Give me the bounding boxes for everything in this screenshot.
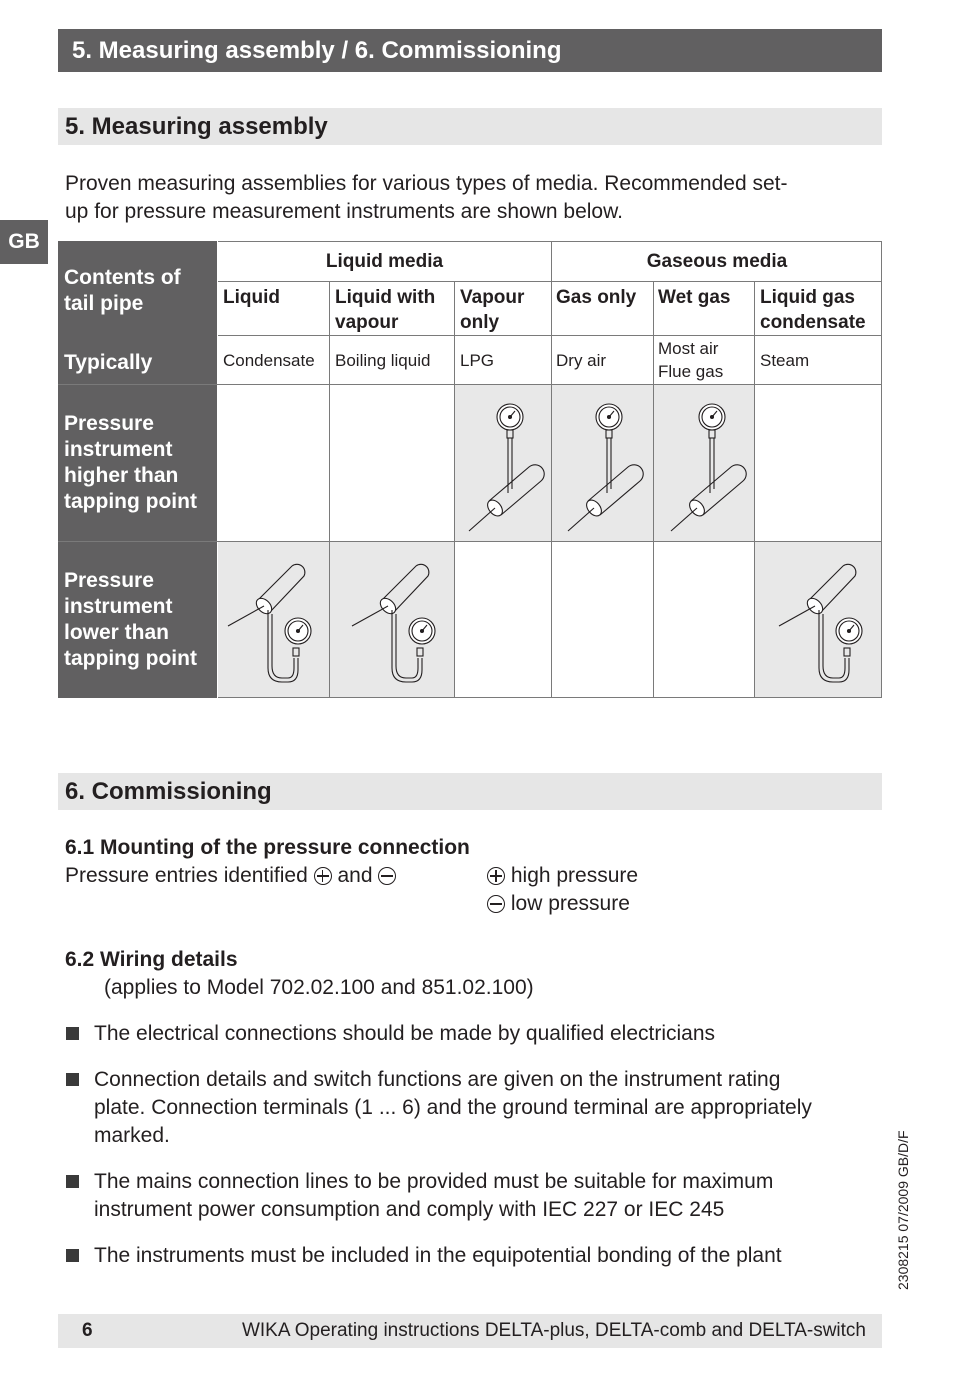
gauge-below-pipe-icon [755, 542, 882, 698]
row-higher-line-4: tapping point [64, 490, 197, 513]
typical-condensate: Steam [760, 351, 810, 370]
row-lower-line-2: instrument [64, 595, 173, 618]
gauge-below-pipe-icon [218, 542, 329, 698]
col-header-liquid-with-vapour [335, 285, 435, 335]
pressure-entries-label: Pressure entries identified [65, 864, 308, 887]
pressure-entries-text [65, 862, 396, 890]
col-header-wet-gas [658, 285, 731, 310]
circle-plus-icon [487, 867, 505, 885]
subsection-6-2-title: 6.2 Wiring details [65, 948, 238, 971]
row-typically-label: Typically [64, 351, 153, 374]
col-wet-gas-line-1: Wet gas [658, 287, 731, 308]
row-header-contents [58, 241, 217, 384]
bullet-item-1 [94, 1020, 715, 1048]
bullet-3-line-1: The mains connection lines to be provided must be suitable for maximum [94, 1170, 774, 1193]
circle-minus-icon [487, 895, 505, 913]
circle-minus-icon [378, 867, 396, 885]
wiring-note: (applies to Model 702.02.100 and 851.02.100) [104, 976, 534, 999]
legend-low-label: low pressure [510, 892, 630, 915]
col-condensate-line-1: Liquid gas [760, 287, 855, 308]
circle-plus-icon [314, 867, 332, 885]
col-gas-only-line-1: Gas only [556, 287, 637, 308]
and-label: and [337, 864, 373, 887]
col-header-gas-only [556, 285, 636, 310]
col-vapour-line-2: only [460, 312, 500, 333]
col-liquid-vapour-line-2: vapour [335, 312, 399, 333]
gauge-above-pipe-icon [455, 385, 551, 541]
measuring-assembly-table [58, 241, 882, 698]
legend-low [487, 890, 638, 918]
bullet-1-line-1: The electrical connections should be made by qualified electricians [94, 1022, 716, 1045]
subsection-6-1-title: 6.1 Mounting of the pressure connection [65, 836, 470, 859]
bullet-square-icon [66, 1073, 79, 1086]
document-code: 2308215 07/2009 GB/D/F [895, 1130, 911, 1290]
col-header-liquid-gas-condensate [760, 285, 866, 335]
row-header-lower [58, 542, 217, 698]
footer-title: WIKA Operating instructions DELTA-plus, DELTA-comb and DELTA-switch [241, 1320, 866, 1341]
bullet-square-icon [66, 1249, 79, 1262]
table-rule [218, 241, 882, 242]
row-contents-line-2: tail pipe [64, 292, 144, 315]
group-gaseous-media: Gaseous media [646, 251, 788, 272]
table-rule [218, 281, 882, 282]
col-liquid-vapour-line-1: Liquid with [335, 287, 436, 308]
legend-high-label: high pressure [510, 864, 639, 887]
row-higher-line-1: Pressure [64, 412, 154, 435]
row-header-higher [58, 385, 217, 541]
col-vapour-line-1: Vapour [460, 287, 525, 308]
row-contents-line-1: Contents of [64, 266, 181, 289]
row-lower-line-3: lower than [64, 621, 170, 644]
bullet-3-line-2: instrument power consumption and comply with IEC 227 or IEC 245 [94, 1198, 725, 1221]
row-lower-line-4: tapping point [64, 647, 197, 670]
typical-vapour: LPG [460, 351, 495, 370]
typical-wet-gas-line-2: Flue gas [658, 362, 724, 381]
section-5-title: 5. Measuring assembly [58, 108, 882, 145]
col-header-liquid [223, 285, 280, 310]
legend-high [487, 862, 638, 890]
bullet-square-icon [66, 1175, 79, 1188]
page-number: 6 [82, 1320, 93, 1341]
typical-liquid-vapour: Boiling liquid [335, 351, 431, 370]
gauge-above-pipe-icon [552, 385, 653, 541]
intro-line-2: up for pressure measurement instruments are shown below. [65, 200, 623, 223]
language-tab: GB [0, 220, 48, 264]
page-footer [58, 1314, 882, 1348]
bullet-2-line-3: marked. [94, 1124, 170, 1147]
col-condensate-line-2: condensate [760, 312, 866, 333]
typical-liquid: Condensate [223, 351, 315, 370]
col-header-vapour-only [460, 285, 524, 335]
section-5-intro [65, 170, 788, 226]
row-lower-line-1: Pressure [64, 569, 154, 592]
gauge-above-pipe-icon [654, 385, 754, 541]
pressure-legend [487, 862, 638, 918]
typical-wet-gas-line-1: Most air [658, 339, 719, 358]
bullet-item-3 [94, 1168, 773, 1224]
row-higher-line-3: higher than [64, 464, 179, 487]
gauge-below-pipe-icon [330, 542, 454, 698]
bullet-4-line-1: The instruments must be included in the equipotential bonding of the plant [94, 1244, 782, 1267]
typical-gas-only: Dry air [556, 351, 607, 370]
section-6-title: 6. Commissioning [58, 773, 882, 810]
typical-wet-gas [658, 337, 723, 383]
bullet-item-2 [94, 1066, 812, 1150]
table-rule [218, 335, 882, 336]
group-liquid-media: Liquid media [325, 251, 444, 272]
bullet-2-line-1: Connection details and switch functions are given on the instrument rating [94, 1068, 781, 1091]
bullet-2-line-2: plate. Connection terminals (1 ... 6) and the ground terminal are appropriately [94, 1096, 812, 1119]
bullet-square-icon [66, 1027, 79, 1040]
col-liquid-line-1: Liquid [223, 287, 280, 308]
row-higher-line-2: instrument [64, 438, 173, 461]
page-header-banner: 5. Measuring assembly / 6. Commissioning [58, 29, 882, 72]
bullet-item-4 [94, 1242, 782, 1270]
intro-line-1: Proven measuring assemblies for various types of media. Recommended set- [65, 172, 788, 195]
